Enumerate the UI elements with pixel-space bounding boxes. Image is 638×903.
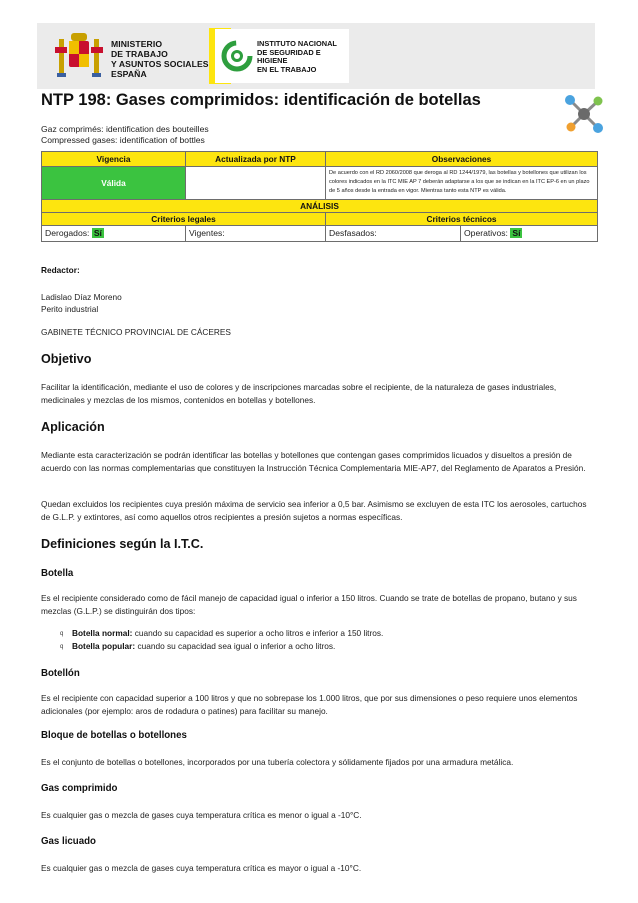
section-heading-definiciones: Definiciones según la I.T.C.	[41, 537, 204, 551]
redactor-org: GABINETE TÉCNICO PROVINCIAL DE CÁCERES	[41, 327, 231, 337]
bullet-icon: q	[60, 631, 64, 637]
derogados-value: Sí	[93, 228, 102, 239]
term-botella-popular: Botella popular:	[72, 640, 136, 651]
botellon-text: Es el recipiente con capacidad superior a 100 litros y que no sobrepase los 1.000 litros, que por sus dimensiones o peso requiere unos elementos adicionales (por ejemplo: aros de rodadura o patines) para facilitar su manejo.	[41, 693, 578, 716]
subtitle-french: Gaz comprimés: identification des bouteilles	[41, 124, 209, 134]
definition-botella-normal: cuando su capacidad es superior a ocho litros e inferior a 150 litros.	[132, 628, 384, 638]
aplicacion-text-1: Mediante esta caracterización se podrán identificar las botellas y botellones que contengan gases comprimidos licuados y disueltos a presión de acuerdo con las normas complementarias que constituyen la Instrucción Técnica Complementaria MIE-AP7, del Reglamento de Aparatos a Presión.	[41, 450, 586, 474]
institute-name: INSTITUTO NACIONAL DE SEGURIDAD E HIGIENE EN EL TRABAJO	[257, 39, 337, 74]
botella-types-list	[60, 627, 590, 652]
bloque-text: Es el conjunto de botellas o botellones, incorporados por una tubería colectora y sólidamente fijados por una armadura metálica.	[41, 757, 514, 767]
gas-comprimido-text: Es cualquier gas o mezcla de gases cuya temperatura crítica es menor o igual a -10°C.	[41, 810, 362, 820]
subheading-gas-comprimido: Gas comprimido	[41, 783, 118, 794]
criterios-legales-header: Criterios legales	[42, 212, 326, 225]
operativos-value: Sí	[512, 228, 521, 239]
subtitle-english: Compressed gases: identification of bottles	[41, 135, 205, 145]
vigentes-cell	[186, 225, 326, 241]
definition-botella-popular: cuando su capacidad sea igual o inferior a ocho litros.	[135, 640, 336, 651]
actualizada-value	[186, 167, 326, 200]
desfasados-label: Desfasados:	[329, 228, 377, 239]
term-botella-normal: Botella normal:	[72, 628, 133, 638]
subheading-botella: Botella	[41, 568, 74, 579]
ministry-logo	[45, 27, 210, 85]
insht-logo	[215, 29, 349, 83]
section-heading-objetivo: Objetivo	[41, 352, 92, 366]
page-title: NTP 198: Gases comprimidos: identificación de botellas	[41, 91, 481, 109]
vigencia-value: Válida	[42, 167, 186, 200]
redactor-name: Ladislao Díaz Moreno	[41, 292, 122, 302]
vigentes-label: Vigentes:	[189, 228, 225, 239]
redactor-role: Perito industrial	[41, 304, 99, 314]
list-item	[60, 627, 590, 640]
header-actualizada: Actualizada por NTP	[186, 152, 326, 167]
list-item	[60, 640, 590, 653]
derogados-cell	[42, 225, 186, 241]
subheading-gas-licuado: Gas licuado	[41, 836, 96, 847]
criterios-tecnicos-header: Criterios técnicos	[326, 212, 598, 225]
subheading-bloque: Bloque de botellas o botellones	[41, 730, 187, 741]
analisis-header: ANÁLISIS	[42, 199, 598, 212]
redactor-label: Redactor:	[41, 265, 80, 275]
header-observaciones: Observaciones	[326, 152, 598, 167]
coat-of-arms-icon	[49, 27, 107, 85]
operativos-label: Operativos:	[464, 228, 508, 239]
bullet-icon: q	[60, 643, 64, 650]
insht-emblem-icon	[220, 39, 254, 73]
desfasados-cell	[326, 225, 461, 241]
botella-text: Es el recipiente considerado como de fácil manejo de capacidad igual o inferior a 150 litros. Cuando se trate de botellas de propano, butano y sus mezclas (G.L.P.) se distinguirán dos tipos:	[41, 593, 577, 616]
status-table	[41, 151, 598, 242]
section-heading-aplicacion: Aplicación	[41, 420, 105, 434]
operativos-cell	[461, 225, 598, 241]
molecule-icon	[562, 92, 606, 136]
aplicacion-text-2: Quedan excluidos los recipientes cuya presión máxima de servicio sea inferior a 0,5 bar. Asimismo se excluyen de esta ITC los aerosoles, cartuchos de G.L.P. y extintores, así como aquellos otros recipientes a presión sujetos a normas específicas.	[41, 499, 587, 522]
subheading-botellon: Botellón	[41, 668, 80, 679]
derogados-label: Derogados:	[45, 228, 90, 239]
header-vigencia: Vigencia	[42, 152, 186, 167]
observaciones-value: De acuerdo con el RD 2060/2008 que deroga al RD 1244/1979, las botellas y botellones que utilizan los colores indicados en la ITC MIE AP 7 deberán adaptarse a los que se indican en la ITC EP-6 en un plazo de 5 años desde la entrada en vigor. Mientras tanto esta NTP es válida.	[326, 167, 598, 200]
gas-licuado-text: Es cualquier gas o mezcla de gases cuya temperatura crítica es mayor o igual a -10°C.	[41, 863, 362, 873]
objetivo-text: Facilitar la identificación, mediante el uso de colores y de inscripciones marcadas sobre el recipiente, de la naturaleza de gases industriales, medicinales y mezclas de los mismos, contenidos en botellas y botellones.	[41, 382, 557, 405]
ministry-name: MINISTERIO DE TRABAJO Y ASUNTOS SOCIALES ESPAÑA	[111, 39, 209, 79]
header-banner	[37, 23, 595, 89]
